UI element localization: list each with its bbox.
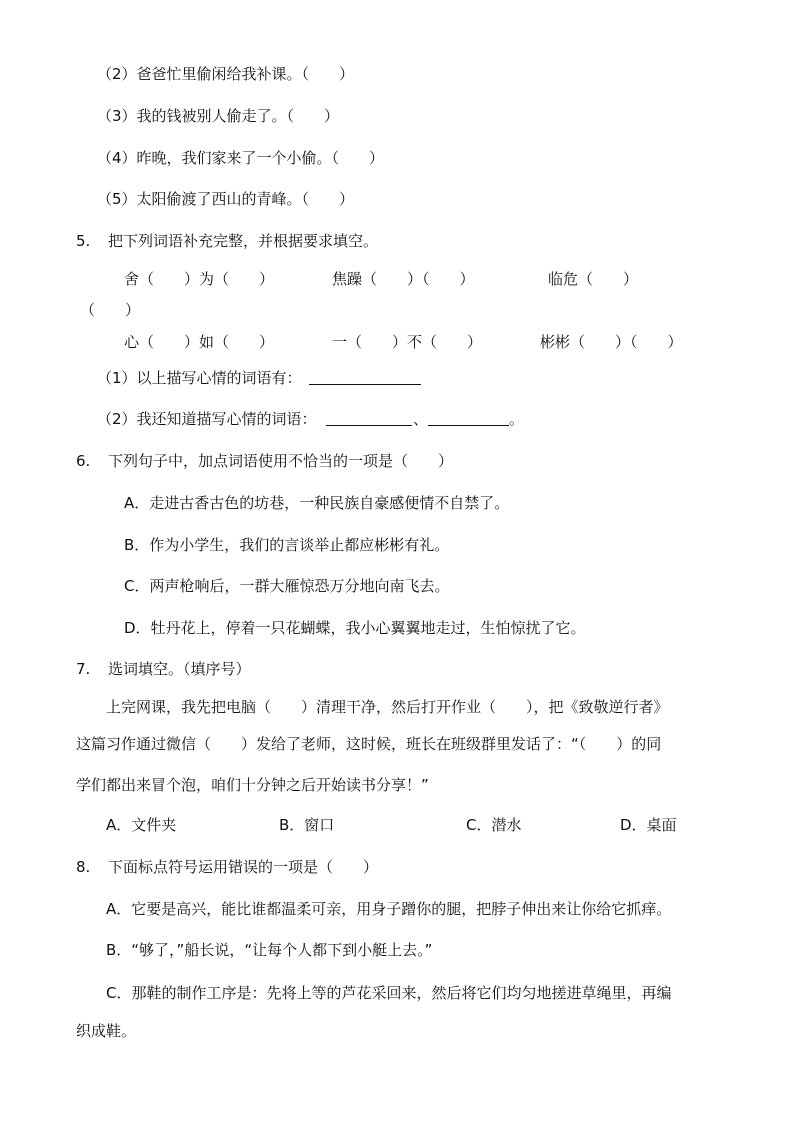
q7-stem: 选词填空。（填序号） — [108, 660, 251, 678]
q5-row1-wrap: （ ） — [80, 301, 141, 319]
q5-row2-c: 彬彬（ ）（ ） — [540, 333, 683, 351]
q5-sub2-blank-2[interactable] — [428, 425, 509, 426]
q6-number: 6. — [76, 452, 91, 470]
q4-item-3: （3）我的钱被别人偷走了。（ ） — [97, 107, 340, 125]
q5-stem: 把下列词语补充完整，并根据要求填空。 — [108, 232, 379, 250]
q5-sub1: （1）以上描写心情的词语有： — [97, 369, 302, 387]
q8-option-b: B．“够了，”船长说，“让每个人都下到小艇上去。” — [106, 941, 433, 959]
q6-option-a: A．走进古香古色的坊巷，一种民族自豪感便情不自禁了。 — [124, 494, 510, 512]
q4-item-5: （5）太阳偷渡了西山的青峰。（ ） — [97, 190, 355, 208]
q7-option-b: B．窗口 — [279, 816, 335, 834]
q6-option-c: C．两声枪响后，一群大雁惊恐万分地向南飞去。 — [124, 577, 450, 595]
q4-item-4: （4）昨晚，我们家来了一个小偷。（ ） — [97, 149, 385, 167]
q4-item-2: （2）爸爸忙里偷闲给我补课。（ ） — [97, 65, 355, 83]
q5-sub2-sep: 、 — [413, 410, 429, 428]
q7-option-a: A．文件夹 — [106, 816, 177, 834]
q5-row1-b: 焦躁（ ）（ ） — [332, 270, 475, 288]
q5-number: 5. — [76, 232, 91, 250]
q8-option-c-line-2: 织成鞋。 — [76, 1022, 137, 1040]
q7-option-c: C．潜水 — [466, 816, 522, 834]
q5-row2-a: 心（ ）如（ ） — [124, 333, 275, 351]
q5-sub2-blank-1[interactable] — [326, 425, 412, 426]
q8-option-a: A．它要是高兴，能比谁都温柔可亲，用身子蹭你的腿，把脖子伸出来让你给它抓痒。 — [106, 900, 672, 918]
q7-number: 7. — [76, 660, 91, 678]
q5-sub2-end: 。 — [509, 410, 525, 428]
q5-row1-c: 临危（ ） — [548, 270, 639, 288]
q5-sub1-blank[interactable] — [309, 384, 421, 385]
q7-option-d: D．桌面 — [620, 816, 677, 834]
q8-number: 8. — [76, 858, 91, 876]
q7-para-line-1: 上完网课，我先把电脑（ ）清理干净，然后打开作业（ ），把《致敬逆行者》 — [106, 698, 669, 716]
q5-sub2: （2）我还知道描写心情的词语： — [97, 410, 317, 428]
q8-stem: 下面标点符号运用错误的一项是（ ） — [108, 858, 379, 876]
q8-option-c-line-1: C．那鞋的制作工序是：先将上等的芦花采回来，然后将它们均匀地搓进草绳里，再编 — [106, 984, 672, 1002]
q5-row2-b: 一（ ）不（ ） — [332, 333, 483, 351]
q6-option-b: B．作为小学生，我们的言谈举止都应彬彬有礼。 — [124, 536, 450, 554]
q7-para-line-2: 这篇习作通过微信（ ）发给了老师，这时候，班长在班级群里发话了：“（ ）的同 — [76, 735, 662, 753]
q7-para-line-3: 学们都出来冒个泡，咱们十分钟之后开始读书分享！” — [76, 776, 429, 794]
q6-stem: 下列句子中，加点词语使用不恰当的一项是（ ） — [108, 452, 454, 470]
q6-option-d: D．牡丹花上，停着一只花蝴蝶，我小心翼翼地走过，生怕惊扰了它。 — [124, 619, 586, 637]
q5-row1-a: 舍（ ）为（ ） — [124, 270, 275, 288]
